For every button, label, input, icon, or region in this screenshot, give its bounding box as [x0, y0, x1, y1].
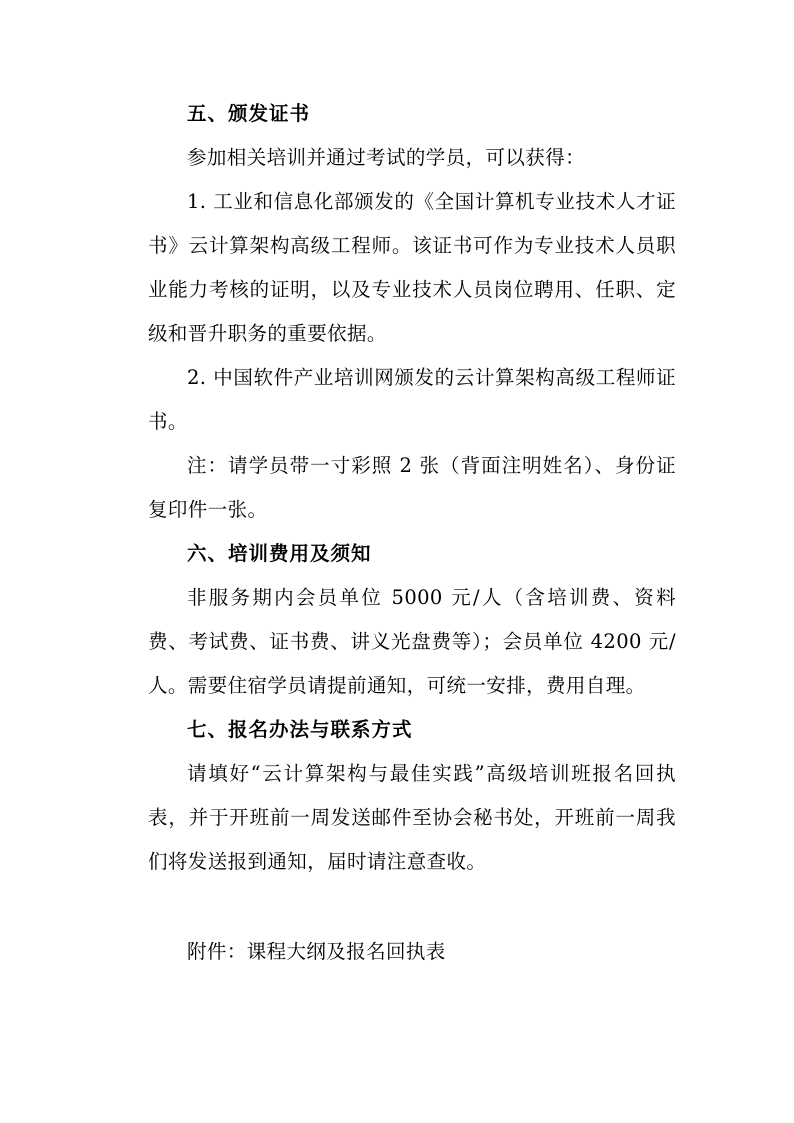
section-heading-7: 七、报名办法与联系方式 [187, 718, 413, 741]
section-heading-5: 五、颁发证书 [187, 102, 311, 125]
section-7-paragraph-1: 请填好“云计算架构与最佳实践”高级培训班报名回执表，并于开班前一周发送邮件至协会秘书处，开班前一周我们将发送报到通知，届时请注意查收。 [148, 762, 676, 873]
attachment-line: 附件：课程大纲及报名回执表 [187, 940, 446, 963]
section-heading-6: 六、培训费用及须知 [187, 542, 372, 565]
section-5-paragraph-1: 参加相关培训并通过考试的学员，可以获得： [187, 146, 586, 169]
section-spacer [148, 884, 676, 930]
section-5-note: 注：请学员带一寸彩照 2 张（背面注明姓名）、身份证复印件一张。 [148, 454, 676, 521]
document-body [148, 92, 676, 974]
section-5-paragraph-3: 2. 中国软件产业培训网颁发的云计算架构高级工程师证书。 [148, 366, 676, 433]
section-6-paragraph-1: 非服务期内会员单位 5000 元/人（含培训费、资料费、考试费、证书费、讲义光盘费等）；会员单位 4200 元/人。需要住宿学员请提前通知，可统一安排，费用自理。 [148, 586, 676, 697]
section-5-paragraph-2: 1. 工业和信息化部颁发的《全国计算机专业技术人才证书》云计算架构高级工程师。该证书可作为专业技术人员职业能力考核的证明，以及专业技术人员岗位聘用、任职、定级和晋升职务的重要依据。 [148, 190, 676, 345]
